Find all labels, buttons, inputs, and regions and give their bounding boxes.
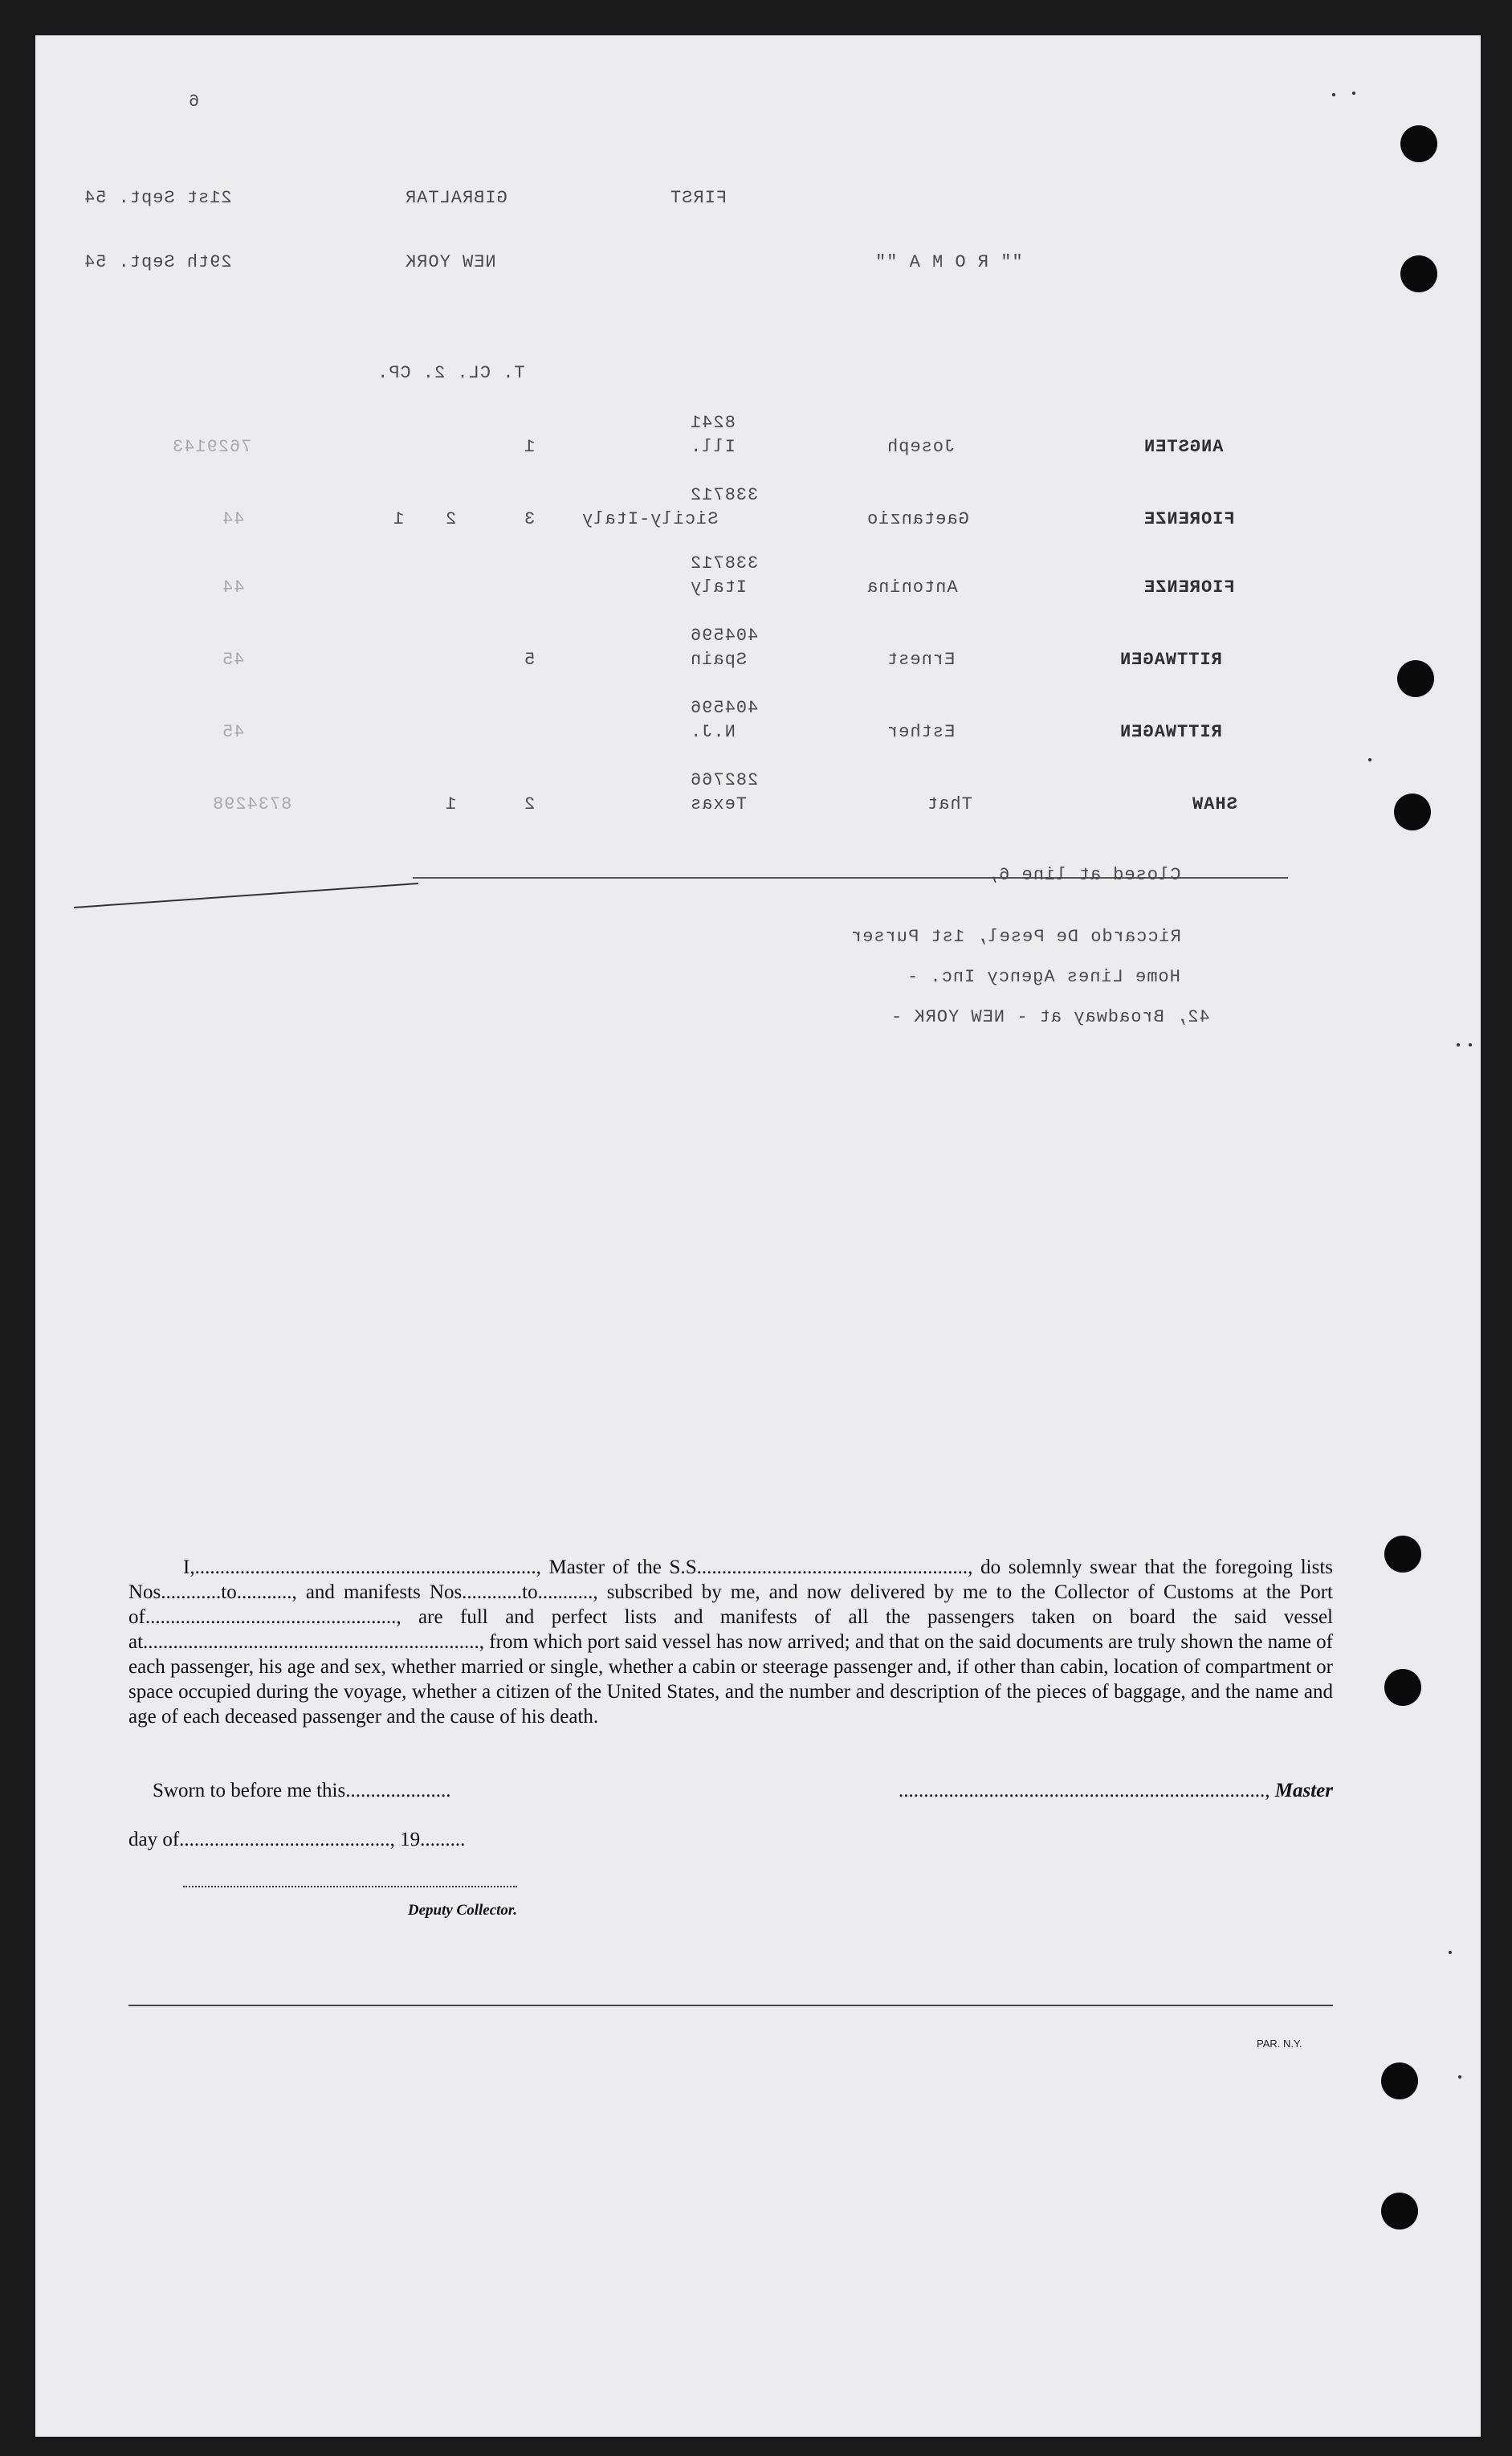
passenger-given: Gaetanzio xyxy=(866,509,969,529)
passenger-place: Ill. xyxy=(690,437,736,457)
passenger-col1: 1 xyxy=(524,437,536,457)
master-label: Master xyxy=(1274,1780,1333,1801)
speck xyxy=(1449,1951,1452,1954)
master-signature-line xyxy=(843,1780,1333,1802)
passenger-col2: 1 xyxy=(445,794,457,814)
passenger-ref: 8734298 xyxy=(212,794,292,814)
passenger-given: That xyxy=(927,794,972,814)
passenger-col1: 3 xyxy=(524,509,536,529)
punch-hole xyxy=(1381,2062,1418,2099)
passenger-place: N.J. xyxy=(690,722,736,742)
passenger-place: Spain xyxy=(690,650,748,670)
passenger-surname: SHAW xyxy=(1192,794,1237,814)
header-port-1: GIBRALTAR xyxy=(405,188,507,208)
header-ship: "" R O M A "" xyxy=(874,252,1023,272)
punch-hole xyxy=(1384,1669,1421,1706)
speck xyxy=(1457,1043,1460,1046)
header-date-2: 29th Sept. 54 xyxy=(84,252,232,272)
passenger-surname: RITTWAGEN xyxy=(1119,650,1222,670)
passenger-surname: RITTWAGEN xyxy=(1119,722,1222,742)
passenger-number: 282766 xyxy=(690,770,759,790)
passenger-col1: 2 xyxy=(524,794,536,814)
punch-hole xyxy=(1394,794,1431,830)
deputy-signature-line xyxy=(183,1886,517,1887)
passenger-ref: 45 xyxy=(222,650,245,670)
header-class: FIRST xyxy=(670,188,727,208)
passenger-given: Esther xyxy=(886,722,956,742)
passenger-given: Antonina xyxy=(866,577,958,598)
speck xyxy=(1332,93,1335,96)
passenger-number: 404596 xyxy=(690,698,759,718)
speck xyxy=(1469,1043,1472,1046)
passenger-number: 8241 xyxy=(690,413,736,433)
speck xyxy=(1458,2075,1461,2079)
agency-line: Home Lines Agency Inc. - xyxy=(907,967,1180,987)
page-number: 6 xyxy=(188,92,200,112)
passenger-surname: FIORENZE xyxy=(1143,577,1235,598)
header-date-1: 21st Sept. 54 xyxy=(84,188,232,208)
purser-line: Riccardo De Pesel, 1st Purser xyxy=(850,927,1181,947)
passenger-place: Sicily-Italy xyxy=(581,509,719,529)
header-port-2: NEW YORK xyxy=(405,252,496,272)
passenger-col2: 2 xyxy=(445,509,457,529)
day-of-line: day of.........................................., 19......... xyxy=(128,1829,466,1850)
speck xyxy=(1352,92,1355,95)
punch-hole xyxy=(1400,125,1437,162)
passenger-place: Texas xyxy=(690,794,748,814)
closed-note: Closed at line 6, xyxy=(987,865,1181,885)
passenger-number: 338712 xyxy=(690,553,759,573)
passenger-ref: 7629143 xyxy=(172,437,252,457)
passenger-ref: 45 xyxy=(222,722,245,742)
passenger-ref: 44 xyxy=(222,577,245,598)
passenger-col3: 1 xyxy=(393,509,405,529)
passenger-col1: 5 xyxy=(524,650,536,670)
passenger-given: Ernest xyxy=(886,650,956,670)
passenger-number: 404596 xyxy=(690,626,759,646)
punch-hole xyxy=(1381,2193,1418,2230)
footer-rule xyxy=(128,2005,1333,2006)
deputy-collector-label: Deputy Collector. xyxy=(407,1902,517,1919)
passenger-place: Italy xyxy=(690,577,748,598)
address-line: 42, Broadway at - NEW YORK - xyxy=(890,1007,1210,1027)
footer-code: PAR. N.Y. xyxy=(1257,2038,1302,2050)
passenger-number: 338712 xyxy=(690,485,759,505)
oath-paragraph: I,...................................................................., Master of the S.S......................................................, do solemnly swear that the foregoing lists Nos............to..........., and manifests Nos............to..........., subscribed by me, and now delivered by me to the Collector of Customs at the Port of.................................................., are full and perfect lists and manifests of all the passengers taken on board the said vessel at..................................................................., from which port said vessel has now arrived; and that on the said documents are truly shown the name of each passenger, his age and sex, whether married or single, whether a cabin or steerage passenger and, if other than cabin, location of compartment or space occupied during the voyage, whether a citizen of the United States, and the number and description of the pieces of baggage, and the name and age of each deceased passenger and the cause of his death. xyxy=(128,1556,1333,1728)
punch-hole xyxy=(1397,660,1434,697)
passenger-given: Joseph xyxy=(886,437,956,457)
master-dots: ........................................................................., xyxy=(899,1780,1275,1801)
passenger-ref: 44 xyxy=(222,509,245,529)
punch-hole xyxy=(1400,255,1437,292)
passenger-surname: ANGSTEN xyxy=(1143,437,1224,457)
speck xyxy=(1368,758,1371,761)
oath-text xyxy=(128,1555,1333,1729)
punch-hole xyxy=(1384,1536,1421,1573)
manifest-page xyxy=(35,35,1481,2437)
passenger-surname: FIORENZE xyxy=(1143,509,1235,529)
header-tourist: T. CL. 2. CP. xyxy=(377,363,525,383)
sworn-before-line: Sworn to before me this..................... xyxy=(153,1780,451,1801)
cancel-stroke xyxy=(74,883,418,908)
